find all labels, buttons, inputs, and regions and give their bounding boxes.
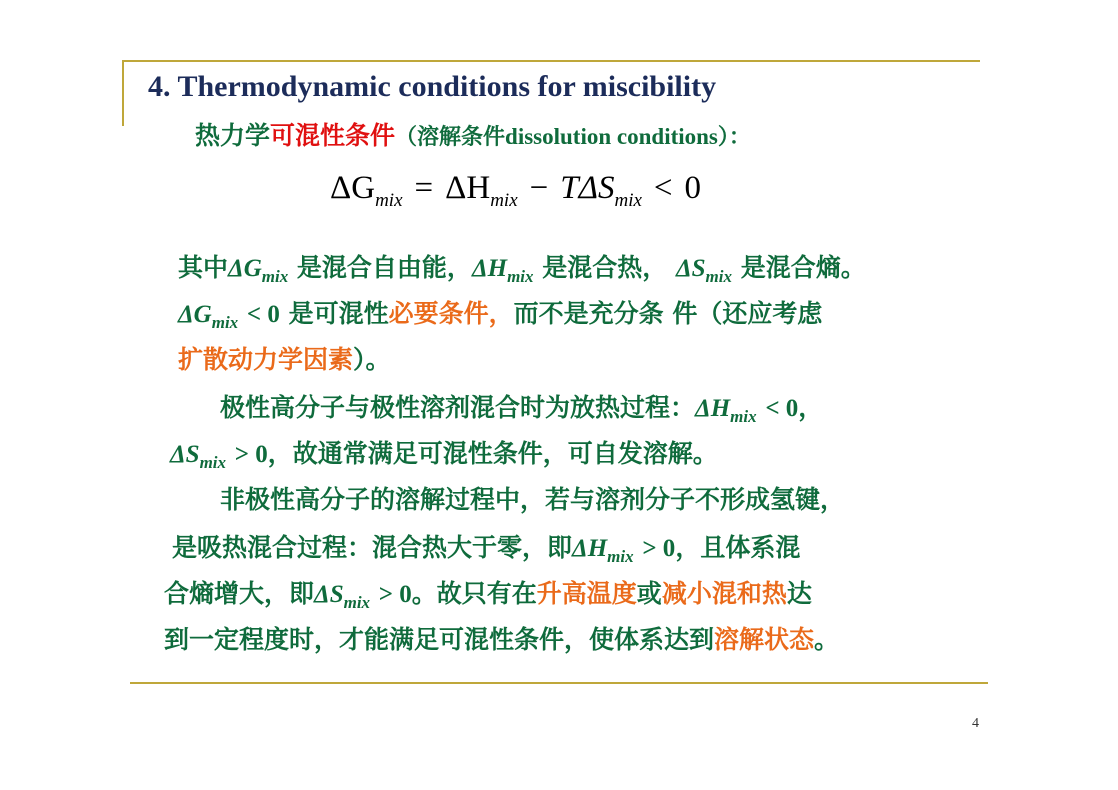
symbol-dS-mix: $\Delta S_{mix}$	[314, 581, 371, 612]
subtitle-highlight: 可混性条件	[270, 121, 396, 150]
highlight-raise-temperature: 升高温度	[536, 579, 637, 608]
slide-title: 4. Thermodynamic conditions for miscibility	[148, 70, 717, 103]
formula-TdS: $T\Delta S_{mix}$	[560, 170, 642, 211]
highlight-reduce-mixing-heat: 减小混和热	[661, 579, 787, 608]
symbol-dG-mix: $\Delta G_{mix}$	[178, 301, 239, 332]
text-line-7: 是吸热混合过程：混合热大于零，即$\Delta H_{mix} > 0$，且体系混	[172, 533, 801, 566]
text-line-4: 极性高分子与极性溶剂混合时为放热过程：$\Delta H_{mix} < 0$，	[220, 393, 824, 426]
formula-less-than: <	[653, 170, 673, 206]
text-line-9: 到一定程度时，才能满足可混性条件，使体系达到溶解状态。	[164, 625, 840, 654]
symbol-dS-mix: $\Delta S_{mix}$	[170, 441, 227, 472]
text-line-2: $\Delta G_{mix} < 0$ 是可混性必要条件，而不是充分条 件（还应考虑	[178, 299, 823, 332]
top-rule	[122, 60, 980, 62]
text-line-8: 合熵增大，即$\Delta S_{mix} > 0$。故只有在升高温度或减小混和热达	[164, 579, 812, 612]
subtitle-part1: 热力学	[195, 121, 271, 150]
left-rule	[122, 60, 124, 126]
text-line-1: 其中$\Delta G_{mix}$ 是混合自由能，$\Delta H_{mix}$ 是混合热， $\Delta S_{mix}$ 是混合熵。	[178, 253, 866, 286]
page-number: 4	[972, 716, 979, 731]
text-line-5: $\Delta S_{mix} > 0$，故通常满足可混性条件，可自发溶解。	[170, 439, 718, 472]
mixing-free-energy-formula	[330, 170, 701, 212]
symbol-dS-mix: $\Delta S_{mix}$	[675, 255, 732, 286]
formula-dG: $\Delta G_{mix}$	[330, 170, 403, 211]
slide-subtitle	[195, 116, 751, 152]
symbol-dG-mix: $\Delta G_{mix}$	[228, 255, 289, 286]
highlight-necessary-condition: 必要条件，	[388, 299, 514, 328]
bottom-rule	[130, 682, 988, 684]
subtitle-english: dissolution conditions	[505, 124, 718, 149]
formula-dH: $\Delta H_{mix}$	[445, 170, 518, 211]
formula-minus: −	[529, 170, 549, 206]
highlight-dissolution-state: 溶解状态	[714, 625, 815, 654]
subtitle-paren-open: （溶解条件	[395, 124, 506, 150]
symbol-dH-mix: $\Delta H_{mix}$	[695, 395, 757, 426]
text-line-6: 非极性高分子的溶解过程中，若与溶剂分子不形成氢键，	[220, 485, 846, 514]
text-line-3: 扩散动力学因素）。	[178, 345, 391, 374]
highlight-diffusion-kinetics: 扩散动力学因素	[178, 345, 354, 374]
symbol-dH-mix: $\Delta H_{mix}$	[471, 255, 534, 286]
subtitle-paren-close: ）：	[717, 124, 751, 150]
formula-equals: =	[414, 170, 434, 206]
formula-zero: 0	[684, 170, 702, 206]
symbol-dH-mix: $\Delta H_{mix}$	[572, 535, 634, 566]
